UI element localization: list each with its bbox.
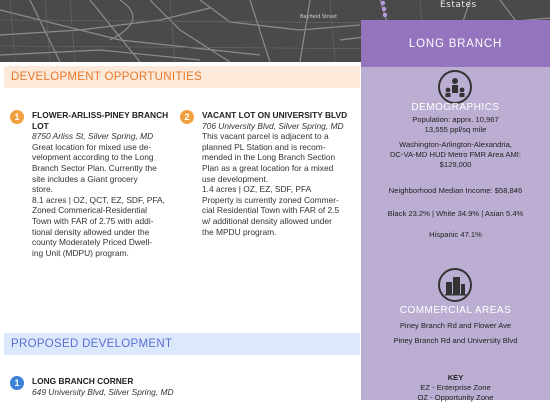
description-line: Town with FAR of 2.75 with addi- <box>32 215 154 226</box>
description-line: store. <box>32 184 53 195</box>
description-line: Zoned Commerical-Residential <box>32 205 147 216</box>
hispanic-text: Hispanic 47.1% <box>429 230 482 239</box>
description-line: 8.1 acres | OZ, QCT, EZ, SDF, PFA, <box>32 194 165 205</box>
description-line: Branch Sector Plan. Currently the <box>32 162 157 173</box>
opportunity-title-line-2: LOT <box>32 120 49 131</box>
metro-area-line-3: $129,000 <box>439 160 472 169</box>
number-badge: 2 <box>180 110 194 124</box>
race-breakdown-text: Black 23.2% | White 34.9% | Asian 5.4% <box>387 209 524 218</box>
density-text: 13,555 ppl/sq mile <box>424 125 487 134</box>
metro-area-line-1: Washington-Arlington-Alexandria, <box>399 140 512 149</box>
metro-area-line-2: DC-VA-MD HUD Metro FMR Area AMI: <box>389 150 522 159</box>
opportunity-title: FLOWER-ARLISS-PINEY BRANCH <box>32 110 169 120</box>
description-line: the MPDU program. <box>202 226 277 237</box>
description-line: 1.4 acres | OZ, EZ, SDF, PFA <box>202 184 312 195</box>
opportunity-title: VACANT LOT ON UNIVERSITY BLVD <box>202 110 348 120</box>
section-heading-development: DEVELOPMENT OPPORTUNITIES <box>4 66 360 88</box>
population-text: Population: apprx. 10,967 <box>412 115 499 124</box>
description-line: ing Unit (MDPU) program. <box>32 247 129 258</box>
key-oz: OZ - Opportunity Zone <box>417 393 494 402</box>
description-line: site includes a Giant grocery <box>32 173 138 184</box>
opportunity-address: 706 University Blvd, Silver Spring, MD <box>202 120 344 131</box>
description-line: This vacant parcel is adjacent to a <box>202 131 329 142</box>
median-income-text: Neighborhood Median Income: $58,846 <box>388 186 523 195</box>
map-street-label: Bayfield Street <box>300 14 338 20</box>
description-line: mended in the Long Branch Section <box>202 152 336 163</box>
description-line: Great location for mixed use de- <box>32 141 152 152</box>
number-badge: 1 <box>10 376 24 390</box>
number-badge: 1 <box>10 110 24 124</box>
proposed-title: LONG BRANCH CORNER <box>32 376 134 386</box>
demographics-heading: DEMOGRAPHICS <box>411 102 500 113</box>
commercial-icon <box>438 268 472 302</box>
description-line: velopment according to the Long <box>32 152 154 163</box>
description-line: Plan as a great location for a mixed <box>202 162 334 173</box>
description-line: w/ additional density allowed under <box>202 215 332 226</box>
commercial-area-2: Piney Branch Rd and University Blvd <box>393 336 518 345</box>
commercial-area-1: Piney Branch Rd and Flower Ave <box>399 321 512 330</box>
description-line: tional density allowed under the <box>32 226 150 237</box>
map-area-label: Estates <box>440 0 477 10</box>
main-content <box>0 62 361 400</box>
description-line: Property is currently zoned Commer- <box>202 194 339 205</box>
opportunity-address: 8750 Arliss St, Silver Spring, MD <box>32 131 154 142</box>
sidebar-title: LONG BRANCH <box>361 20 550 67</box>
description-line: use development. <box>202 173 269 184</box>
key-heading: KEY <box>447 373 464 382</box>
demographics-icon <box>438 70 472 104</box>
key-ez: EZ - Enterprise Zone <box>420 383 491 392</box>
proposed-address: 649 University Blvd, Silver Spring, MD <box>32 386 174 397</box>
description-line: county Moderately Priced Dwell- <box>32 237 153 248</box>
commercial-heading: COMMERCIAL AREAS <box>399 305 512 316</box>
description-line: cial Residential Town with FAR of 2.5 <box>202 205 340 216</box>
sidebar <box>361 20 550 400</box>
description-line: planned PL Station and is recom- <box>202 141 326 152</box>
section-heading-proposed: PROPOSED DEVELOPMENT <box>4 333 360 355</box>
